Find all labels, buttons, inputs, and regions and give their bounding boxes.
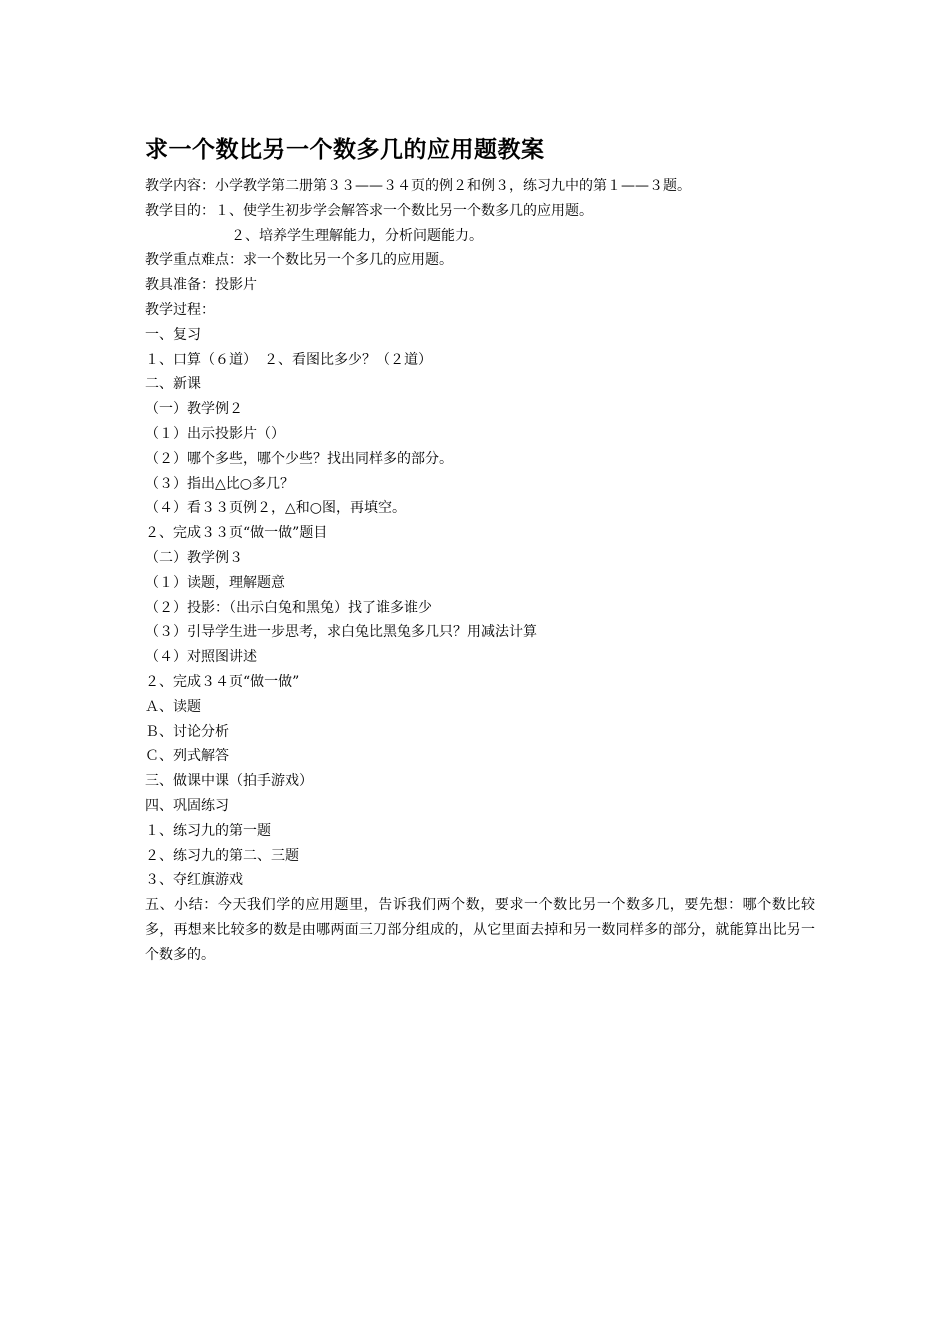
example-2-heading: （一）教学例２: [145, 401, 243, 418]
summary-paragraph: 五、小结：今天我们学的应用题里，告诉我们两个数，要求一个数比另一个数多几，要先想：哪个数比较多，再想来比较多的数是由哪两面三刀部分组成的，从它里面去掉和另一数同样多的部分，就能算出比另一个数多的。: [145, 897, 815, 963]
list-item: ３、夺红旗游戏: [145, 872, 243, 889]
list-item: ２、完成３４页“做一做”: [145, 673, 300, 690]
list-item: （４）看３３页例２，△和○图，再填空。: [145, 500, 406, 517]
list-item: ２、完成３３页“做一做”题目: [145, 525, 328, 542]
example-3-heading: （二）教学例３: [145, 549, 243, 566]
section-activity-heading: 三、做课中课（拍手游戏）: [145, 773, 313, 790]
document-title: 求一个数比另一个数多几的应用题教案: [145, 137, 545, 163]
document-page: [145, 132, 815, 968]
list-item: （１）出示投影片（）: [145, 425, 285, 442]
key-difficulty-line: 教学重点难点：求一个数比另一个多几的应用题。: [145, 252, 453, 269]
list-item: （１）读题，理解题意: [145, 574, 285, 591]
list-item: Ａ、读题: [145, 698, 201, 715]
list-item: （４）对照图讲述: [145, 649, 257, 666]
list-item: （２）哪个多些，哪个少些？找出同样多的部分。: [145, 450, 453, 467]
list-item: （３）指出△比○多几？: [145, 475, 294, 492]
teaching-content-line: 教学内容：小学教学第二册第３３——３４页的例２和例３，练习九中的第１——３题。: [145, 178, 691, 194]
process-heading: 教学过程：: [145, 301, 215, 318]
section-review-heading: 一、复习: [145, 326, 201, 343]
materials-line: 教具准备：投影片: [145, 277, 257, 294]
list-item: （３）引导学生进一步思考，求白兔比黑兔多几只？用减法计算: [145, 624, 537, 641]
list-item: ２、练习九的第二、三题: [145, 847, 299, 864]
teaching-goal-line-2: ２、培养学生理解能力，分析问题能力。: [231, 227, 483, 244]
review-item-line: １、口算（６道） ２、看图比多少？（２道）: [145, 351, 432, 368]
teaching-goal-line-1: 教学目的：１、使学生初步学会解答求一个数比另一个数多几的应用题。: [145, 202, 593, 219]
list-item: （２）投影：（出示白兔和黑兔）找了谁多谁少: [145, 599, 432, 616]
section-new-lesson-heading: 二、新课: [145, 376, 201, 393]
list-item: １、练习九的第一题: [145, 822, 271, 839]
section-practice-heading: 四、巩固练习: [145, 797, 229, 814]
list-item: Ｃ、列式解答: [145, 748, 229, 765]
list-item: Ｂ、讨论分析: [145, 723, 229, 740]
